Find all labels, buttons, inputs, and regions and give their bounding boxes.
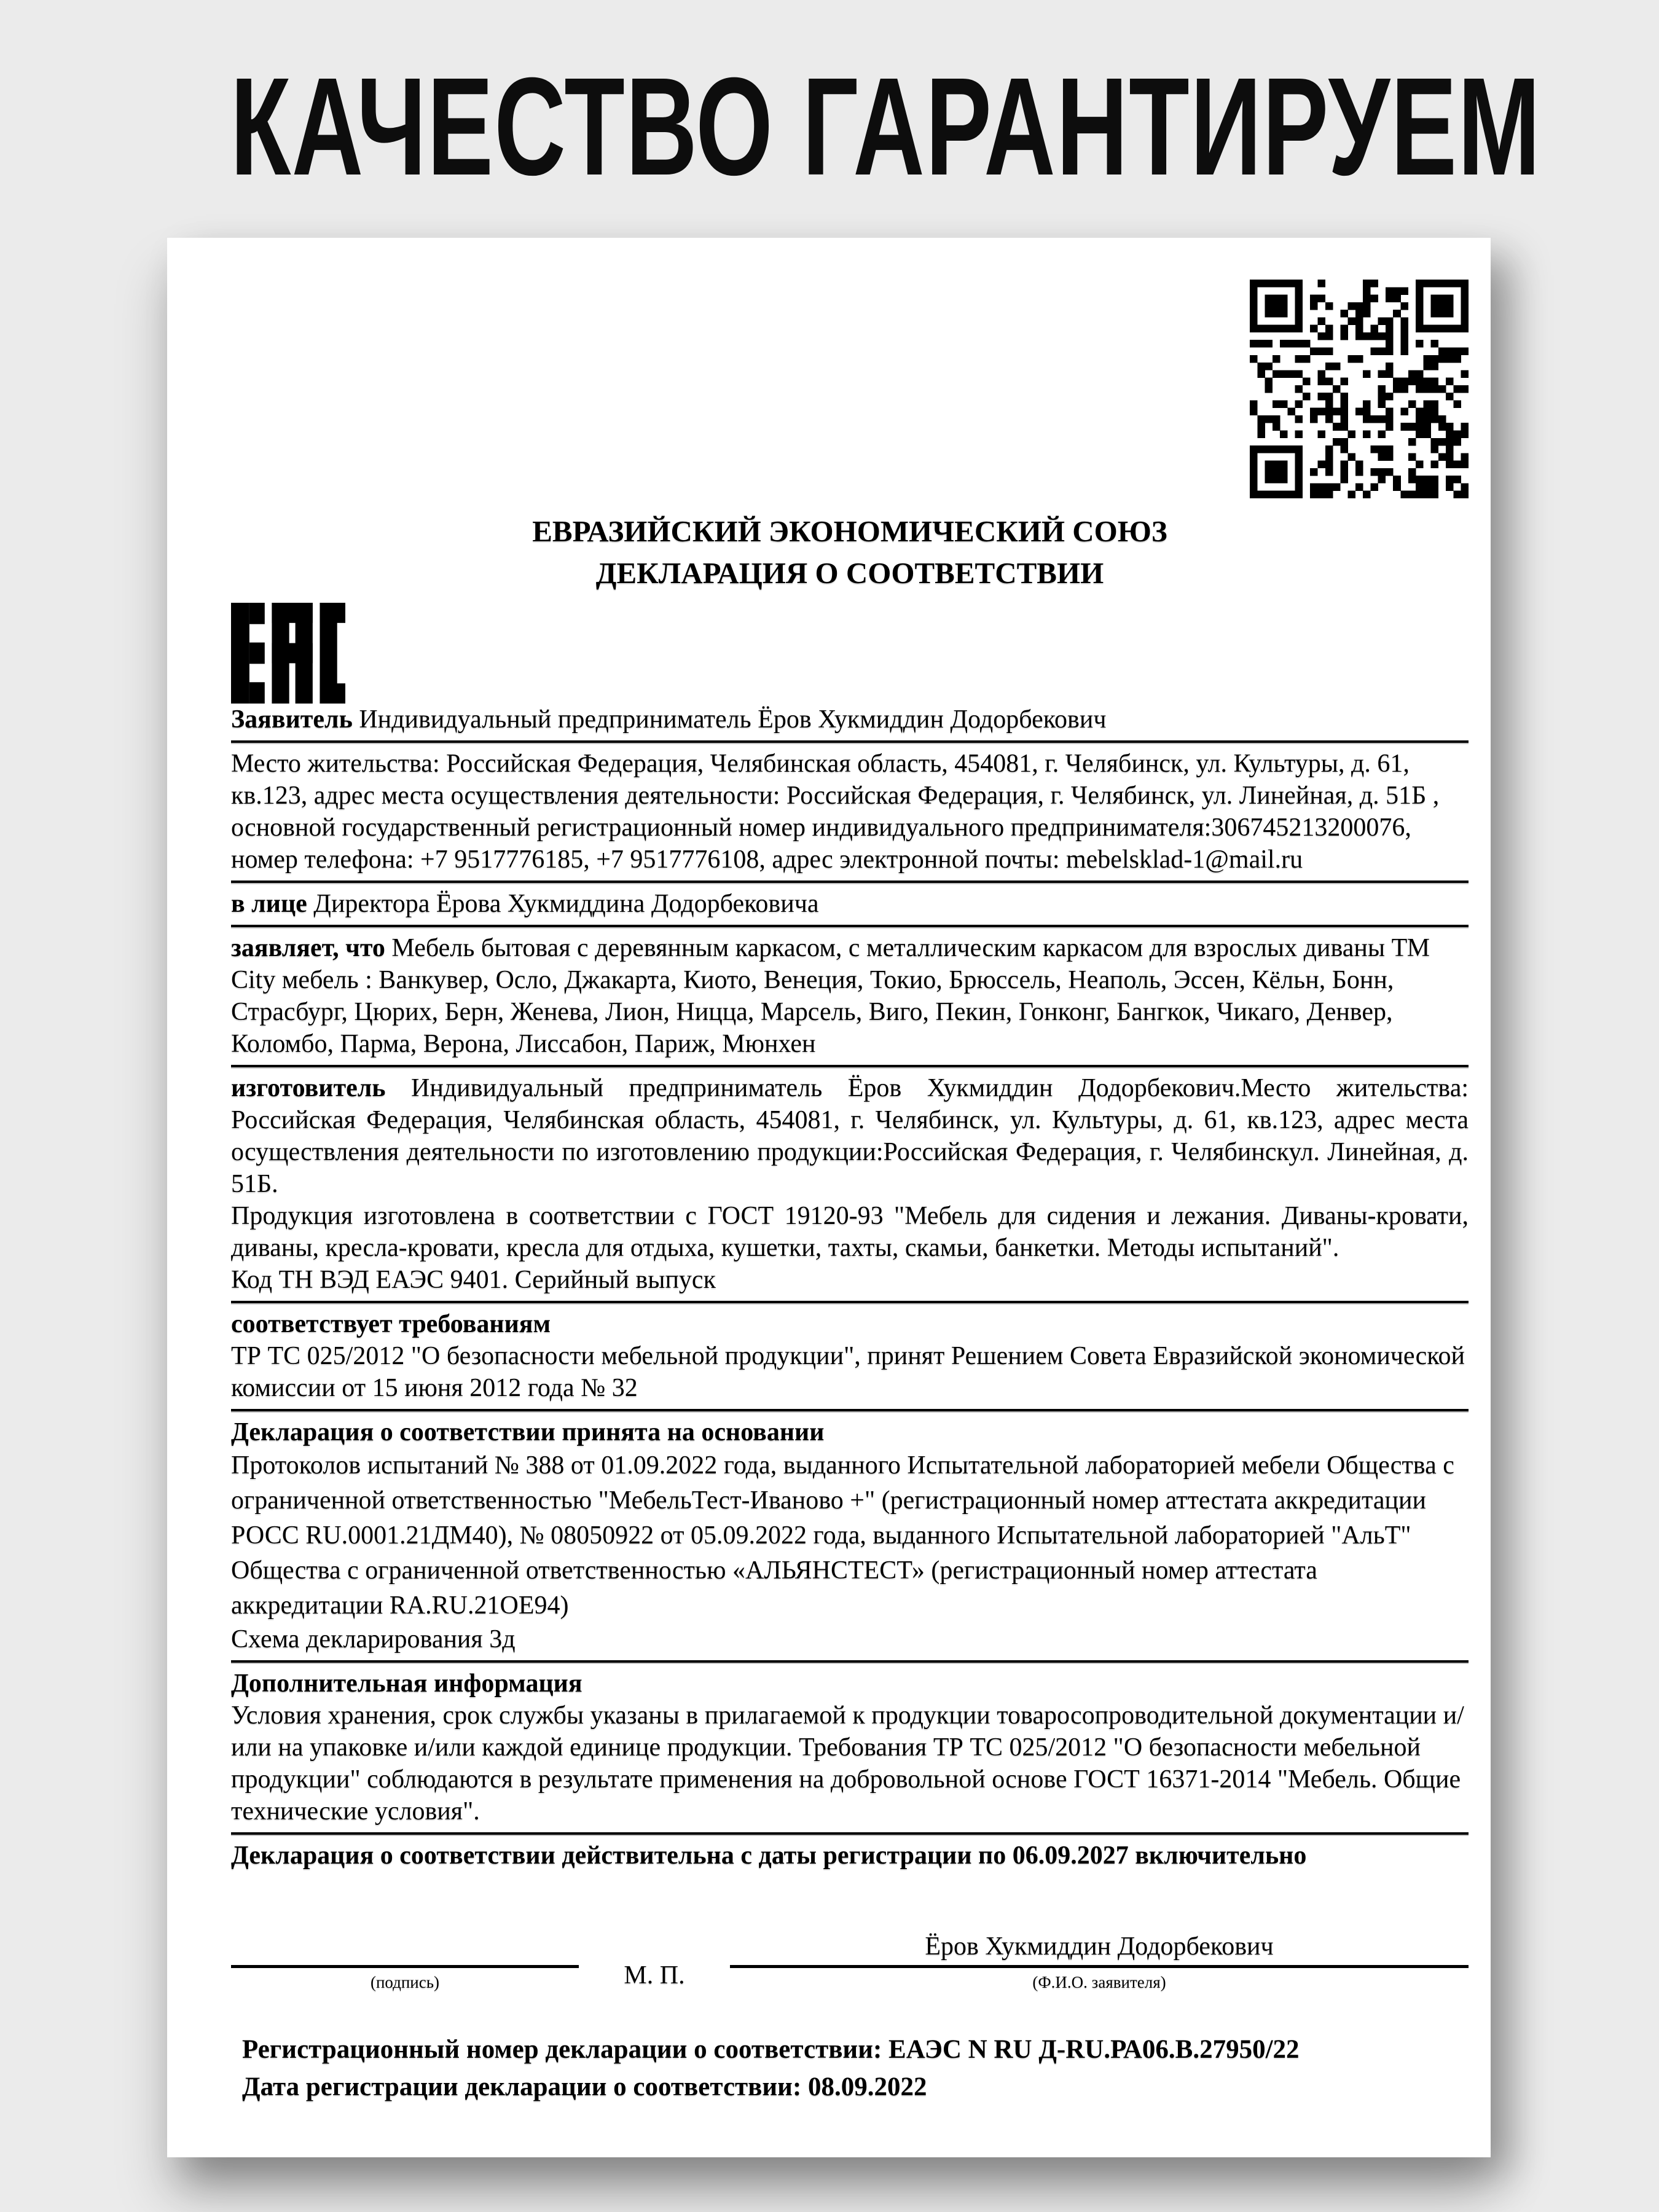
- declares-paragraph: [231, 932, 1469, 1060]
- banner: [0, 49, 1659, 205]
- validity-line: Декларация о соответствии действительна с даты регистрации по 06.09.2027 включительно: [231, 1841, 1307, 1870]
- divider: [231, 1832, 1469, 1835]
- stamp-place-label: М. П.: [624, 1961, 685, 1990]
- divider: [231, 740, 1469, 743]
- document-page: [167, 238, 1491, 2157]
- complies-paragraph: ТР ТС 025/2012 "О безопасности мебельной продукции", принят Решением Совета Евразийской экономической комиссии от 15 июня 2012 года № 32: [231, 1342, 1465, 1402]
- signer-name: Ёров Хукмиддин Додорбекович: [925, 1932, 1274, 1961]
- in-person-label: в лице: [231, 890, 307, 918]
- in-person-value: Директора Ёрова Хукмиддина Додорбековича: [313, 890, 819, 918]
- signature-line: [231, 1965, 579, 1968]
- divider: [231, 880, 1469, 883]
- divider: [231, 1065, 1469, 1067]
- basis-paragraph: Протоколов испытаний № 388 от 01.09.2022 года, выданного Испытательной лабораторией мебели Общества с ограниченной ответственностью "МебельТест-Иваново +" (регистрационный номер аттестата аккредитации РОСС RU.0001.21ДМ40), № 08050922 от 05.09.2022 года, выданного Испытательной лабораторией "АльТ" Общества с ограниченной ответственностью «АЛЬЯНСТЕСТ» (регистрационный номер аттестата аккредитации RA.RU.21ОЕ94): [231, 1451, 1454, 1620]
- document-title: [231, 511, 1469, 594]
- registration-block: [242, 2031, 1469, 2106]
- applicant-label: Заявитель: [231, 705, 353, 734]
- signature-right-block: [730, 1931, 1469, 1993]
- additional-info-heading: Дополнительная информация: [231, 1669, 582, 1698]
- divider: [231, 1409, 1469, 1411]
- eac-logo: [231, 603, 345, 704]
- fio-line: [730, 1965, 1469, 1968]
- banner-title: КАЧЕСТВО ГАРАНТИРУЕМ: [230, 49, 1542, 205]
- signature-left-block: [231, 1965, 579, 1993]
- production-gost-paragraph: Продукция изготовлена в соответствии с ГОСТ 19120-93 "Мебель для сидения и лежания. Диваны-кровати, диваны, кресла-кровати, кресла для отдыха, кушетки, тахты, скамьи, банкетки. Методы испытаний".: [231, 1202, 1469, 1262]
- signature-row: [231, 1931, 1469, 1993]
- registration-date-line: Дата регистрации декларации о соответствии: 08.09.2022: [242, 2073, 927, 2101]
- registration-number-line: Регистрационный номер декларации о соответствии: ЕАЭС N RU Д-RU.РА06.В.27950/22: [242, 2035, 1300, 2064]
- divider: [231, 1660, 1469, 1663]
- tn-ved-line: Код ТН ВЭД ЕАЭС 9401. Серийный выпуск: [231, 1266, 716, 1294]
- manufacturer-value: Индивидуальный предприниматель Ёров Хукмиддин Додорбекович.Место жительства: Российская Федерация, Челябинская область, 454081, г. Челябинск, ул. Культуры, д. 61, кв.123, адрес места осуществления деятельности по изготовлению продукции:Российская Федерация, г. Челябинскул. Линейная, д. 51Б.: [231, 1074, 1469, 1198]
- divider: [231, 1301, 1469, 1303]
- manufacturer-label: изготовитель: [231, 1074, 386, 1102]
- residence-paragraph: Место жительства: Российская Федерация, Челябинская область, 454081, г. Челябинск, ул. Культуры, д. 61, кв.123, адрес места осуществления деятельности: Российская Федерация, г. Челябинск, ул. Линейная, д. 51Б , основной государственный регистрационный номер индивидуального предпринимателя:306745213200076, номер телефона: +7 9517776185, +7 9517776108, адрес электронной почты: mebelsklad-1@mail.ru: [231, 750, 1440, 874]
- fio-caption: (Ф.И.О. заявителя): [1032, 1973, 1166, 1991]
- declares-value: Мебель бытовая с деревянным каркасом, с металлическим каркасом для взрослых диваны ТМ City мебель : Ванкувер, Осло, Джакарта, Киото, Венеция, Токио, Брюссель, Неаполь, Эссен, Кёльн, Бонн, Страсбург, Цюрих, Берн, Женева, Лион, Ницца, Марсель, Виго, Пекин, Гонконг, Бангкок, Чикаго, Денвер, Коломбо, Парма, Верона, Лиссабон, Париж, Мюнхен: [231, 934, 1430, 1058]
- scheme-line: Схема декларирования 3д: [231, 1625, 516, 1653]
- in-person-line: [231, 888, 1469, 920]
- basis-heading: Декларация о соответствии принята на основании: [231, 1418, 825, 1446]
- document-content: [167, 238, 1491, 2106]
- declares-label: заявляет, что: [231, 934, 385, 962]
- manufacturer-paragraph: [231, 1072, 1469, 1200]
- document-title-line1: ЕВРАЗИЙСКИЙ ЭКОНОМИЧЕСКИЙ СОЮЗ: [532, 514, 1167, 548]
- applicant-value: Индивидуальный предприниматель Ёров Хукмиддин Додорбекович: [359, 705, 1107, 734]
- signature-caption: (подпись): [370, 1973, 440, 1991]
- document-title-line2: ДЕКЛАРАЦИЯ О СООТВЕТСТВИИ: [595, 556, 1104, 590]
- qr-code-image: [1250, 280, 1469, 498]
- applicant-line: [231, 704, 1469, 735]
- additional-info-paragraph: Условия хранения, срок службы указаны в прилагаемой к продукции товаросопроводительной документации и/или на упаковке и/или каждой единице продукции. Требования ТР ТС 025/2012 "О безопасности мебельной продукции" соблюдаются в результате применения на добровольной основе ГОСТ 16371-2014 "Мебель. Общие технические условия".: [231, 1701, 1464, 1826]
- complies-heading: соответствует требованиям: [231, 1310, 551, 1338]
- qr-code: [1250, 280, 1469, 498]
- divider: [231, 925, 1469, 927]
